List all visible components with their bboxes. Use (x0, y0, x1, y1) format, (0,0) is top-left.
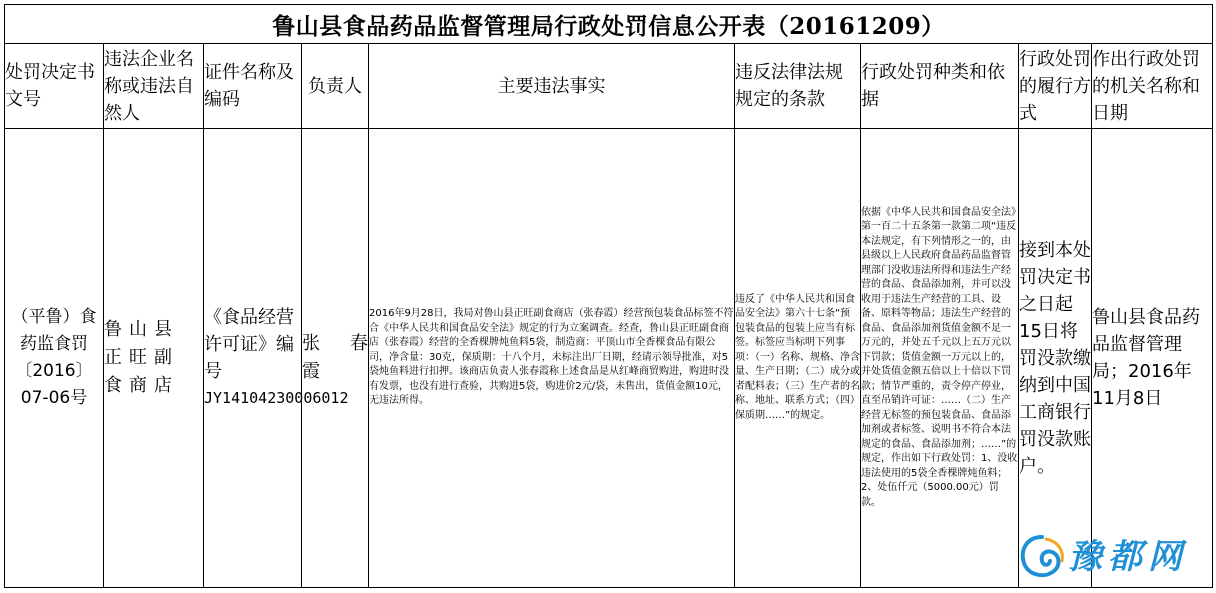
header-law: 违反法律法规规定的条款 (735, 44, 861, 129)
penalty-info-table (4, 4, 1213, 588)
cell-enterprise: 鲁山县正旺副食商店 (104, 129, 204, 588)
header-penalty-basis: 行政处罚种类和依据 (861, 44, 1019, 129)
swirl-logo-icon (1016, 533, 1068, 581)
cell-person (302, 129, 369, 588)
table-title: 鲁山县食品药品监督管理局行政处罚信息公开表（20161209） (5, 5, 1213, 44)
table-row (5, 129, 1213, 588)
person-name-part: 春 (350, 333, 368, 354)
cell-org-date: 鲁山县食品药品监督管理局；2016年11月8日 (1092, 129, 1213, 588)
person-name-part: 张 (302, 333, 320, 354)
header-doc-no: 处罚决定书文号 (5, 44, 104, 129)
header-row (5, 44, 1213, 129)
person-name-part: 霞 (302, 361, 320, 382)
header-org-date: 作出行政处罚的机关名称和日期 (1092, 44, 1213, 129)
header-license: 证件名称及编码 (204, 44, 302, 129)
watermark-text: 豫都网 (1068, 537, 1188, 577)
header-facts: 主要违法事实 (369, 44, 735, 129)
license-name: 《食品经营许可证》编号 (204, 307, 294, 382)
license-number: JY14104230006012 (204, 389, 349, 407)
cell-method: 接到本处罚决定书之日起15日将罚没款缴纳到中国工商银行罚没款账户。 (1019, 129, 1092, 588)
cell-penalty-basis: 依据《中华人民共和国食品安全法》第一百二十五条第一款第二项“违反本法规定，有下列情形之一的，由县级以上人民政府食品药品监督管理部门没收违法所得和违法生产经营的食品、食品添加剂，并可以没收用于违法生产经营的工具、设备、原料等物品；违法生产经营的食品、食品添加剂货值金额不足一万元的，并处五千元以上五万元以下罚款；货值金额一万元以上的，并处货值金额五倍以上十倍以下罚款；情节严重的，责令停产停业，直至吊销许可证：……（二）生产经营无标签的预包装食品、食品添加剂或者标签、说明书不符合本法规定的食品、食品添加剂；……”的规定，作出如下行政处罚：1、没收违法使用的5袋全香棵牌炖鱼料；2、处伍仟元（5000.00元）罚款。 (861, 129, 1019, 588)
header-person: 负责人 (302, 44, 369, 129)
cell-facts: 2016年9月28日，我局对鲁山县正旺副食商店（张春霞）经营预包装食品标签不符合《中华人民共和国食品安全法》规定的行为立案调查。经查，鲁山县正旺副食商店（张春霞）经营的全香棵牌炖鱼料5袋，制造商：平顶山市全香棵食品有限公司，净含量：30克，保质期：十八个月，未标注出厂日期，经请示领导批准，对5袋炖鱼料进行扣押。该商店负责人张春霞称上述食品是从红峰商贸购进，购进时没有发票，也没有进行查验，共购进5袋，购进价2元/袋，未售出，货值金额10元，无违法所得。 (369, 129, 735, 588)
cell-law: 违反了《中华人民共和国食品安全法》第六十七条“预包装食品的包装上应当有标签。标签应当标明下列事项：（一）名称、规格、净含量、生产日期；（二）成分或者配料表；（三）生产者的名称、地址、联系方式；（四）保质期……”的规定。 (735, 129, 861, 588)
header-enterprise: 违法企业名称或违法自然人 (104, 44, 204, 129)
cell-license (204, 129, 349, 588)
header-method: 行政处罚的履行方式 (1019, 44, 1092, 129)
watermark-logo (1016, 533, 1206, 581)
cell-doc-no: （平鲁）食药监食罚〔2016〕07-06号 (5, 129, 104, 588)
